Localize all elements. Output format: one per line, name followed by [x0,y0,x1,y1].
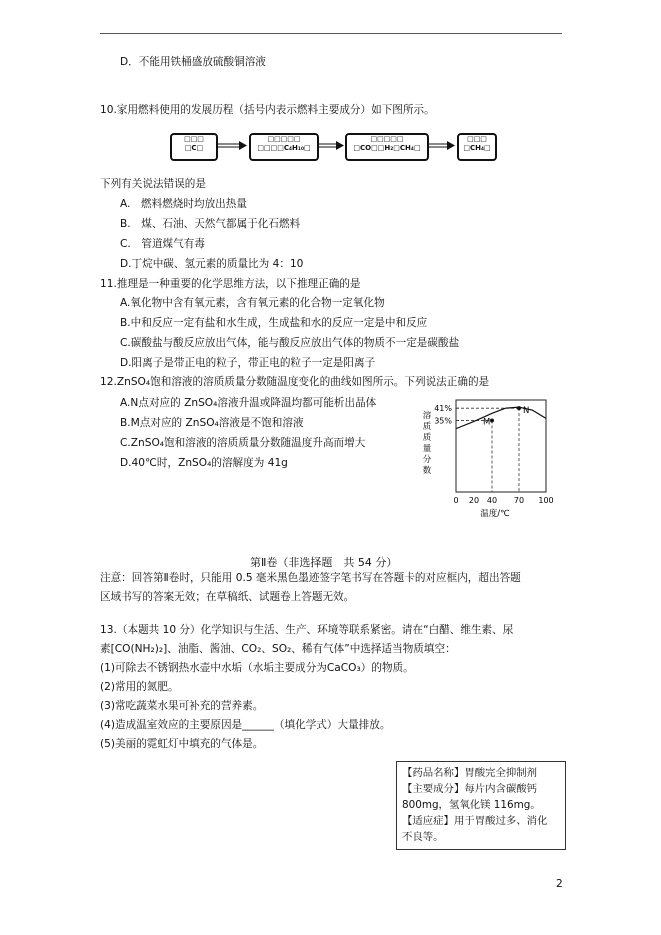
q13-stem-line1: 13.（本题共 10 分）化学知识与生活、生产、环境等联系紧密。请在“白醋、维生素、尿 [100,624,514,636]
q13-item-1: (1)可除去不锈钢热水壶中水垢（水垢主要成分为CaCO₃）的物质。 [100,662,414,674]
drug-ingredient-amount-line: 800mg，氢氧化镁 116mg。 [402,799,541,811]
q10-option-d: D.丁烷中碳、氢元素的质量比为 4：10 [120,258,304,270]
solubility-chart [410,392,560,522]
q11-option-b: B.中和反应一定有盐和水生成，生成盐和水的反应一定是中和反应 [120,317,428,329]
fuel-box-line2: □CH₄□ [463,144,491,152]
y-tick-label: 35% [434,416,452,426]
x-tick-label: 20 [468,496,480,505]
y-axis-label-char: 质 [422,433,432,443]
solubility-curve [456,407,546,428]
q12-stem: 12.ZnSO₄饱和溶液的溶质质量分数随温度变化的曲线如图所示。下列说法正确的是 [100,376,490,388]
x-tick-label: 0 [453,496,459,505]
fuel-box-lpg [249,133,319,161]
point-n [517,406,521,410]
y-axis-label-char: 量 [422,444,432,454]
q10-option-b: B. 煤、石油、天然气都属于化石燃料 [120,218,301,230]
q13-item-5: (5)美丽的霓虹灯中填充的气体是。 [100,738,264,750]
drug-indication-line: 【适应症】用于胃酸过多、消化 [402,815,548,827]
flow-arrow [427,141,455,150]
q12-option-b: B.M点对应的 ZnSO₄溶液是不饱和溶液 [120,417,304,429]
x-tick-label: 40 [486,496,498,505]
page-number: 2 [556,878,563,890]
q13-stem-line2: 素[CO(NH₂)₂]、油脂、酱油、CO₂、SO₂、稀有气体”中选择适当物质填空： [100,643,456,655]
q11-option-d: D.阳离子是带正电的粒子，带正电的粒子一定是阳离子 [120,357,376,369]
q12-option-a: A.N点对应的 ZnSO₄溶液升温或降温均都可能析出晶体 [120,397,377,409]
drug-indication-line2: 不良等。 [402,831,444,843]
point-label: M [483,417,491,428]
y-axis-label-char: 数 [422,466,432,476]
q11-stem: 11.推理是一种重要的化学思维方法，以下推理正确的是 [100,278,361,290]
y-axis-label-char: 质 [422,422,432,432]
q13-item-2: (2)常用的氮肥。 [100,681,179,693]
point-m [490,418,494,422]
fuel-box-coal [170,133,218,161]
x-tick-label: 100 [538,496,554,505]
fuel-box-line1: □□□□□ [370,135,404,143]
x-axis-label: 温度/℃ [480,509,510,519]
y-axis-label-char: 分 [422,455,432,465]
q13-item-4: (4)造成温室效应的主要原因是______（填化学式）大量排放。 [100,719,391,731]
fuel-box-line2: □CO□□H₂□CH₄□ [353,144,421,152]
flow-arrow [217,141,247,150]
q9-option-d: D．不能用铁桶盛放硫酸铜溶液 [120,56,266,68]
q13-item-3: (3)常吃蔬菜水果可补充的营养素。 [100,700,264,712]
part2-note-line2: 区域书写的答案无效；在草稿纸、试题卷上答题无效。 [100,591,355,603]
q12-option-d: D.40℃时，ZnSO₄的溶解度为 41g [120,457,288,469]
fuel-box-line1: □□□□□ [267,135,301,143]
fuel-box-line2: □□□□C₄H₁₀□ [257,144,311,152]
point-label: N [523,406,530,417]
fuel-box-line2: □C□ [184,144,204,152]
fuel-box-line1: □□□ [467,135,487,143]
drug-name-line: 【药品名称】胃酸完全抑制剂 [402,767,538,779]
q11-option-a: A.氧化物中含有氧元素，含有氧元素的化合物一定氧化物 [120,297,385,309]
fuel-box-line1: □□□ [184,135,204,143]
fuel-box-coal-gas [345,133,429,161]
q11-option-c: C.碳酸盐与酸反应放出气体，能与酸反应放出气体的物质不一定是碳酸盐 [120,337,460,349]
chart-frame [456,400,546,492]
drug-ingredient-line: 【主要成分】每片内含碳酸钙 [402,783,538,795]
q10-prompt: 下列有关说法错误的是 [100,178,206,190]
flow-arrow [318,141,344,150]
q10-stem: 10.家用燃料使用的发展历程（括号内表示燃料主要成分）如下图所示。 [100,104,435,116]
drug-info-box [396,761,566,850]
q10-option-a: A. 燃料燃烧时均放出热量 [120,198,247,210]
part2-title: 第Ⅱ卷（非选择题 共 54 分） [250,556,398,569]
x-tick-label: 70 [513,496,525,505]
y-tick-label: 41% [434,404,452,414]
q12-option-c: C.ZnSO₄饱和溶液的溶质质量分数随温度升高而增大 [120,437,366,449]
fuel-box-natural-gas [457,133,497,161]
header-rule [100,33,562,34]
part2-note-line1: 注意：回答第Ⅱ卷时，只能用 0.5 毫米黑色墨迹签字笔书写在答题卡的对应框内，超出答题 [100,572,521,584]
y-axis-label-char: 溶 [422,411,432,421]
q10-option-c: C. 管道煤气有毒 [120,238,205,250]
